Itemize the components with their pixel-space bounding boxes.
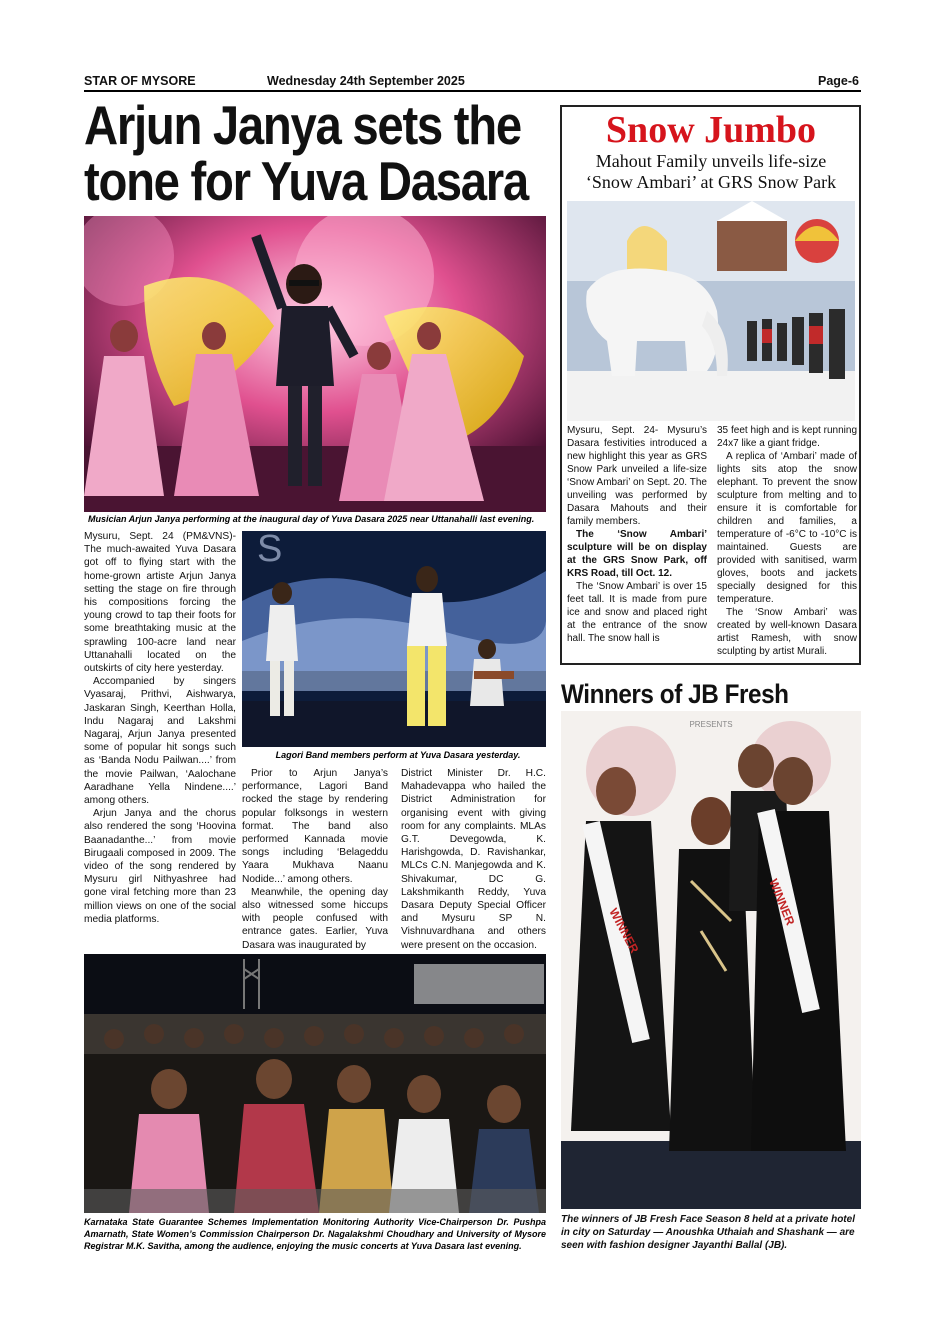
- snow-story-title: Snow Jumbo: [605, 109, 817, 151]
- sash-text-1: WINNER: [606, 905, 642, 956]
- paragraph: A replica of ‘Ambari’ made of lights sits atop the snow elephant. To prevent the snow sculpture from melting and to ensure it is comfortable for children and families, a temperature of -6°C to -10°C is maintained. Guests are provided with sanitised, warm gloves, boots and jackets specially designed for this temperature.: [717, 451, 857, 605]
- issue-date: Wednesday 24th September 2025: [267, 74, 465, 88]
- jb-story-title: Winners of JB Fresh: [561, 679, 789, 709]
- paragraph: Mysuru, Sept. 24 (PM&VNS)- The much-awaited Yuva Dasara got off to flying start with the home-grown artiste Arjun Janya setting the stage on fire through his compositions forcing the young crowd to tap their foots for some breathtaking music at the sprawling 100-acre land near Uttanahalli located on the outskirts of city here yesterday.: [84, 531, 236, 675]
- paragraph: Arjun Janya and the chorus also rendered the song ‘Hoovina Baanadanthe...’ from movie Birugaali composed in 2009. The video of the song rendered by Mysuru girl Nithyashree had gone viral fetching more than 23 million views on one of the social media platforms.: [84, 808, 236, 925]
- page-number: Page-6: [818, 74, 859, 88]
- paragraph: Mysuru, Sept. 24- Mysuru’s Dasara festivities introduced a new highlight this year as GRS Snow Park unveiled a life-size ‘Snow Ambari’ on Sept. 20. The unveiling was performed by Dasara Mahouts and their family members.: [567, 425, 707, 527]
- paragraph: The ‘Snow Ambari’ is over 15 feet tall. It is made from pure ice and snow and placed right at the entrance of the snow hall. The snow hall is: [567, 581, 707, 644]
- snow-story-column-1: [567, 424, 707, 645]
- concert-photo: [84, 216, 546, 512]
- backdrop-text: PRESENTS: [689, 720, 733, 729]
- main-headline: [84, 94, 548, 212]
- paragraph: 35 feet high and is kept running 24x7 like a giant fridge.: [717, 425, 857, 449]
- paragraph: Meanwhile, the opening day also witnessed some hiccups with people confused with entrance gates. Earlier, Yuva Dasara was inaugurated by: [242, 886, 388, 951]
- main-story-column-1: [84, 530, 236, 926]
- paragraph-bold: The ‘Snow Ambari’ sculpture will be on display at the GRS Snow Park, off KRS Road, till Oct. 12.: [567, 529, 707, 579]
- jb-winners-caption: The winners of JB Fresh Face Season 8 held at a private hotel in city on Saturday — Anoushka Uthaiah and Shashank — are seen with fashion designer Jayanthi Ballal (JB).: [561, 1214, 855, 1251]
- headline-line-2: tone for Yuva Dasara: [84, 150, 528, 212]
- jb-winners-photo: [561, 711, 861, 1209]
- main-story-column-3: [401, 767, 546, 952]
- concert-photo-caption: Musician Arjun Janya performing at the inaugural day of Yuva Dasara 2025 near Uttanahalli last evening.: [88, 514, 535, 524]
- svg-text:S: S: [257, 531, 283, 570]
- snow-story-column-2: [717, 424, 857, 658]
- paper-name: STAR OF MYSORE: [84, 74, 196, 88]
- paragraph: Prior to Arjun Janya’s performance, Lagori Band rocked the stage by rendering popular folksongs in western format. The band also performed Kannada movie songs including ‘Belageddu Yaara Mukhava Naanu Nodide...’ among others.: [242, 768, 388, 885]
- snow-ambari-photo: [567, 201, 855, 421]
- lagori-band-photo: [242, 531, 546, 747]
- masthead-rule: [84, 90, 861, 92]
- headline-line-1: Arjun Janya sets the: [84, 94, 521, 156]
- lagori-band-caption: Lagori Band members perform at Yuva Dasara yesterday.: [275, 750, 521, 760]
- main-story-column-2: [242, 767, 388, 952]
- subtitle-line-2: ‘Snow Ambari’ at GRS Snow Park: [585, 172, 837, 192]
- paragraph: The ‘Snow Ambari’ was created by well-known Dasara artist Ramesh, with snow sculpting by artist Murali.: [717, 607, 857, 657]
- paragraph: Accompanied by singers Vyasaraj, Prithvi, Aishwarya, Jaskaran Singh, Keerthan Holla, Indu Nagaraj and Lakshmi Nagaraj, Arjun Janya presented some of popular hit songs such as ‘Banda Nodu Pailwan....’ from the movie Pailwan, ‘Aalochane Aaradhane Yella Nindene....’ among others.: [84, 676, 236, 807]
- crowd-photo-caption: Karnataka State Guarantee Schemes Implementation Monitoring Authority Vice-Chairperson Dr. Pushpa Amarnath, State Women’s Commission Chairperson Dr. Nagalakshmi Choudhary and University of Mysore Registrar M.K. Savitha, among the audience, enjoying the music concerts at Yuva Dasara last evening.: [84, 1217, 546, 1251]
- paragraph: District Minister Dr. H.C. Mahadevappa who hailed the District Administration for organising event with giving room for any complaints. MLAs G.T. Devegowda, K. Harishgowda, D. Ravishankar, MLCs C.N. Manjegowda and K. Shivakumar, DC G. Lakshmikanth Reddy, Yuva Dasara Deputy Special Officer and Mysuru SP N. Vishnuvardhana and others were present on the occasion.: [401, 768, 546, 951]
- sash-text-2: WINNER: [766, 876, 798, 928]
- snow-story-subtitle: [566, 151, 856, 193]
- subtitle-line-1: Mahout Family unveils life-size: [595, 151, 827, 171]
- crowd-photo: [84, 954, 546, 1213]
